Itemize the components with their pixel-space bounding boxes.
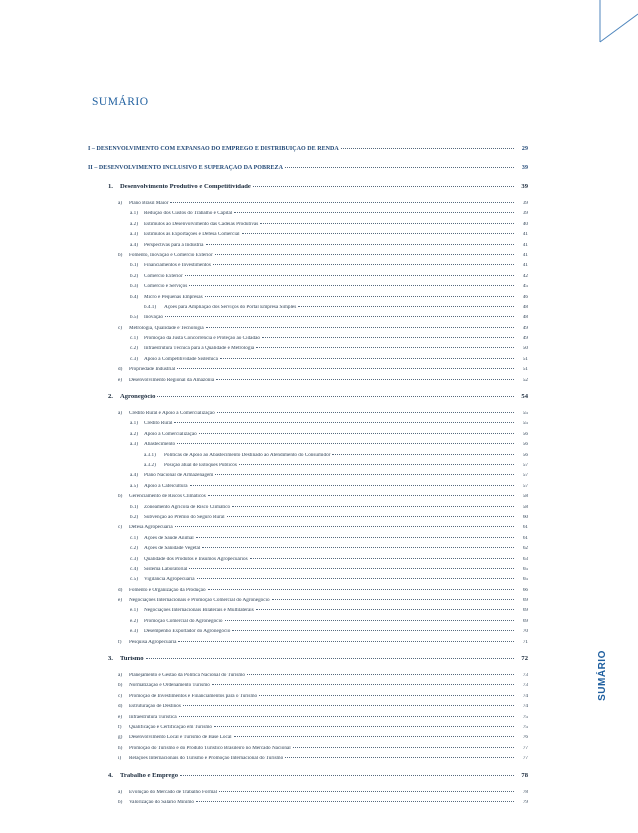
toc-entry-l2[interactable] (88, 619, 528, 629)
toc-entry-page: 63 (522, 556, 528, 562)
toc-entry-chapter[interactable] (88, 394, 528, 407)
toc-entry-l2[interactable] (88, 295, 528, 305)
toc-entry-title: Qualificação e Certificação em Turismo (129, 724, 212, 730)
toc-entry-number: a.1) (130, 421, 138, 427)
dot-leader (234, 736, 514, 737)
toc-entry-l2[interactable] (88, 515, 528, 525)
toc-entry-part[interactable] (88, 146, 528, 159)
toc-entry-number: d) (118, 704, 123, 710)
toc-entry-title: Plano Nacional de Armazenagem (144, 473, 214, 479)
toc-entry-title: Vigilância Agropecuária (144, 577, 195, 583)
toc-entry-title: Infraestrutura Técnica para a Qualidade e Metrologia (144, 346, 255, 352)
toc-entry-title: II – DESENVOLVIMENTO INCLUSIVO E SUPERAÇÃO DA POBREZA (88, 165, 283, 171)
toc-entry-l2[interactable] (88, 546, 528, 556)
toc-entry-l1[interactable] (88, 411, 528, 421)
toc-entry-l3[interactable] (88, 463, 528, 473)
toc-entry-page: 74 (522, 693, 528, 699)
toc-entry-page: 42 (522, 273, 528, 279)
toc-entry-page: 58 (522, 504, 528, 510)
toc-entry-title: Estímulos às Exportações e Defesa Comercial (144, 232, 240, 238)
toc-entry-page: 39 (522, 211, 528, 217)
toc-entry-number: c.3) (130, 356, 138, 362)
toc-entry-number: a.2) (130, 431, 138, 437)
toc-entry-l1[interactable] (88, 725, 528, 735)
dot-leader (213, 264, 514, 265)
toc-entry-page: 65 (522, 566, 528, 572)
toc-entry-page: 52 (522, 377, 528, 383)
dot-leader (250, 558, 514, 559)
toc-entry-l2[interactable] (88, 484, 528, 494)
dot-leader (208, 589, 514, 590)
toc-entry-number: a.5) (130, 483, 138, 489)
dot-leader (185, 275, 514, 276)
toc-entry-page: 57 (522, 462, 528, 468)
toc-entry-number: c.4) (130, 566, 138, 572)
toc-entry-title: Sistema Laboratorial (144, 566, 188, 572)
toc-entry-page: 41 (522, 263, 528, 269)
dot-leader (206, 244, 515, 245)
dot-leader (225, 620, 514, 621)
toc-entry-number: a) (118, 789, 123, 795)
toc-entry-page: 55 (522, 411, 528, 417)
toc-entry-l2[interactable] (88, 222, 528, 232)
dot-leader (196, 801, 514, 802)
toc-entry-number: a.2) (130, 221, 138, 227)
toc-entry-l1[interactable] (88, 367, 528, 377)
toc-entry-page: 62 (522, 546, 528, 552)
dot-leader (227, 516, 514, 517)
toc-entry-l2[interactable] (88, 243, 528, 253)
toc-entry-title: Pesquisa Agropecuária (129, 639, 177, 645)
dot-leader (341, 148, 514, 149)
toc-entry-title: Apoio à Competitividade Sistêmica (144, 356, 218, 362)
toc-entry-title: Financiamentos e Investimentos (144, 263, 211, 269)
toc-entry-number: 1. (108, 184, 113, 190)
toc-entry-chapter[interactable] (88, 656, 528, 669)
toc-entry-title: Promoção Comercial do Agronegócio (144, 618, 223, 624)
dot-leader (256, 609, 514, 610)
toc-entry-page: 41 (522, 252, 528, 258)
toc-entry-title: Ações para Ampliação dos Serviços do Portal Empresa Simples (164, 304, 297, 310)
toc-entry-l1[interactable] (88, 201, 528, 211)
toc-entry-l2[interactable] (88, 421, 528, 431)
toc-entry-title: Micro e Pequenas Empresas (144, 294, 203, 300)
toc-entry-number: a.3) (130, 232, 138, 238)
dot-leader (215, 474, 514, 475)
toc-entry-number: c.3) (130, 556, 138, 562)
toc-entry-title: Normatização e Ordenamento Turismo (129, 683, 210, 689)
toc-entry-title: Inovação (144, 315, 164, 321)
toc-entry-title: Estruturação de Destinos (129, 704, 181, 710)
toc-entry-page: 58 (522, 494, 528, 500)
toc-entry-page: 56 (522, 442, 528, 448)
toc-entry-page: 78 (522, 789, 528, 795)
dot-leader (189, 568, 514, 569)
toc-entry-page: 60 (522, 514, 528, 520)
toc-entry-number: a.3.2) (144, 462, 156, 468)
toc-entry-l2[interactable] (88, 336, 528, 346)
toc-entry-l2[interactable] (88, 536, 528, 546)
toc-entry-l1[interactable] (88, 253, 528, 263)
toc-entry-title: Apoio à Comercialização (144, 431, 197, 437)
dot-leader (247, 674, 514, 675)
toc-entry-l2[interactable] (88, 432, 528, 442)
dot-leader (206, 327, 514, 328)
toc-entry-page: 73 (522, 673, 528, 679)
toc-entry-l2[interactable] (88, 442, 528, 452)
toc-entry-number: b) (118, 252, 123, 258)
toc-entry-number: b) (118, 494, 123, 500)
dot-leader (256, 347, 514, 348)
toc-entry-number: b.4.1) (144, 304, 157, 310)
toc-entry-page: 40 (522, 221, 528, 227)
toc-entry-l2[interactable] (88, 284, 528, 294)
toc-entry-number: e) (118, 714, 123, 720)
toc-entry-page: 61 (522, 535, 528, 541)
toc-entry-l1[interactable] (88, 746, 528, 756)
toc-entry-title: Desenvolvimento Regional da Amazônia (129, 377, 215, 383)
toc-entry-page: 73 (522, 683, 528, 689)
dot-leader (332, 454, 514, 455)
toc-entry-l1[interactable] (88, 735, 528, 745)
dot-leader (190, 485, 514, 486)
toc-entry-number: a.4) (130, 242, 138, 248)
toc-entry-number: c.1) (130, 535, 138, 541)
toc-entry-l1[interactable] (88, 800, 528, 810)
toc-entry-page: 29 (521, 146, 528, 152)
toc-entry-number: a) (118, 673, 123, 679)
toc-entry-page: 76 (522, 735, 528, 741)
toc-entry-number: c) (118, 325, 123, 331)
toc-entry-title: Fomento, Inovação e Comércio Exterior (129, 252, 213, 258)
dot-leader (146, 658, 514, 659)
toc-entry-page: 55 (522, 421, 528, 427)
dot-leader (183, 705, 514, 706)
toc-entry-title: Promoção da Justa Concorrência e Proteção ao Cidadão (144, 336, 260, 342)
dot-leader (199, 433, 514, 434)
toc-entry-page: 46 (522, 294, 528, 300)
dot-leader (205, 296, 514, 297)
dot-leader (285, 757, 514, 758)
dot-leader (215, 254, 514, 255)
toc-entry-title: Infraestrutura Turística (129, 714, 177, 720)
dot-leader (196, 537, 514, 538)
dot-leader (174, 422, 514, 423)
toc-entry-number: a.3.1) (144, 452, 156, 458)
toc-entry-title: Ações de Sanidade Vegetal (144, 546, 201, 552)
toc-entry-l2[interactable] (88, 473, 528, 483)
toc-entry-l2[interactable] (88, 577, 528, 587)
toc-entry-number: e.2) (130, 618, 138, 624)
toc-entry-title: Estímulos ao Desenvolvimento das Cadeias Produtivas (144, 221, 259, 227)
toc-entry-title: Subvenção ao Prêmio do Seguro Rural (144, 514, 225, 520)
toc-entry-title: Crédito Rural (144, 421, 173, 427)
toc-entry-number: a) (118, 201, 123, 206)
toc-entry-title: Defesa Agropecuária (129, 525, 173, 531)
toc-entry-l1[interactable] (88, 598, 528, 608)
toc-entry-number: h) (118, 745, 123, 751)
toc-entry-l1[interactable] (88, 790, 528, 800)
toc-entry-number: b.4) (130, 294, 139, 300)
toc-entry-number: c) (118, 525, 123, 531)
toc-entry-title: Fomento e Organização da Produção (129, 587, 206, 593)
toc-entry-l2[interactable] (88, 263, 528, 273)
dot-leader (175, 526, 514, 527)
toc-entry-page: 39 (522, 201, 528, 206)
toc-entry-l2[interactable] (88, 232, 528, 242)
toc-entry-l2[interactable] (88, 505, 528, 515)
side-tab-label: SUMÁRIO (596, 649, 608, 701)
toc-entry-title: Valorização do Salário Mínimo (129, 799, 194, 805)
toc-entry-page: 39 (521, 165, 528, 171)
toc-entry-title: Turismo (120, 656, 144, 663)
toc-entry-l1[interactable] (88, 378, 528, 388)
dot-leader (262, 337, 514, 338)
toc-entry-title: Abastecimento (144, 442, 176, 448)
toc-entry-chapter[interactable] (88, 184, 528, 197)
toc-entry-title: Gerenciamento de Riscos Climáticos (129, 494, 206, 500)
toc-entry-title: Propriedade Industrial (129, 367, 176, 373)
toc-entry-page: 69 (522, 598, 528, 604)
toc-entry-page: 48 (522, 304, 528, 310)
dot-leader (260, 223, 514, 224)
toc-entry-title: Comércio e Serviços (144, 284, 188, 290)
toc-entry-l1[interactable] (88, 640, 528, 650)
toc-entry-l1[interactable] (88, 715, 528, 725)
toc-entry-number: b.2) (130, 273, 139, 279)
toc-entry-page: 56 (522, 452, 528, 458)
toc-entry-l2[interactable] (88, 629, 528, 639)
toc-entry-page: 54 (521, 394, 528, 401)
toc-entry-l2[interactable] (88, 567, 528, 577)
page-title: SUMÁRIO (92, 96, 149, 108)
dot-leader (298, 306, 514, 307)
toc-entry-page: 66 (522, 587, 528, 593)
toc-entry-l2[interactable] (88, 557, 528, 567)
toc-entry-number: e.3) (130, 629, 138, 635)
dot-leader (214, 726, 514, 727)
toc-entry-number: c.1) (130, 336, 138, 342)
toc-entry-title: Comércio Exterior (144, 273, 183, 279)
toc-entry-title: Ações de Saúde Animal (144, 535, 194, 541)
toc-entry-page: 70 (522, 629, 528, 635)
toc-entry-number: i) (118, 756, 122, 762)
toc-entry-number: c.5) (130, 577, 138, 583)
dot-leader (179, 716, 514, 717)
dot-leader (272, 599, 514, 600)
toc-entry-page: 75 (522, 724, 528, 730)
toc-entry-l1[interactable] (88, 756, 528, 766)
toc-entry-number: a) (118, 411, 123, 417)
dot-leader (180, 775, 514, 776)
toc-entry-page: 49 (522, 336, 528, 342)
toc-entry-l1[interactable] (88, 588, 528, 598)
dot-leader (239, 464, 514, 465)
toc-entry-page: 48 (522, 315, 528, 321)
corner-decoration (0, 0, 638, 80)
toc-entry-title: Trabalho e Emprego (120, 772, 179, 779)
toc-entry-number: b.1) (130, 504, 139, 510)
toc-entry-l2[interactable] (88, 357, 528, 367)
dot-leader (232, 506, 514, 507)
toc-entry-l2[interactable] (88, 608, 528, 618)
toc-entry-number: b) (118, 683, 123, 689)
toc-entry-number: b.3) (130, 284, 139, 290)
toc-entry-title: I – DESENVOLVIMENTO COM EXPANSÃO DO EMPREGO E DISTRIBUIÇÃO DE RENDA (88, 146, 339, 152)
toc-entry-title: Negociações Internacionais Bilaterais e Multilaterais (144, 608, 254, 614)
table-of-contents (88, 146, 528, 810)
toc-entry-l2[interactable] (88, 315, 528, 325)
toc-entry-number: c.2) (130, 346, 138, 352)
dot-leader (253, 186, 514, 187)
toc-entry-title: Desenvolvimento Produtivo e Competitividade (120, 184, 251, 190)
dot-leader (242, 233, 514, 234)
dot-leader (212, 684, 514, 685)
toc-entry-number: 3. (108, 656, 113, 663)
toc-entry-title: Posição atual de Estoques Públicos (164, 462, 237, 468)
toc-entry-l1[interactable] (88, 683, 528, 693)
toc-entry-page: 51 (522, 356, 528, 362)
toc-entry-title: Apoio à Cafeicultura (144, 483, 188, 489)
toc-entry-l2[interactable] (88, 346, 528, 356)
dot-leader (216, 379, 514, 380)
toc-entry-title: Crédito Rural e Apoio à Comercialização (129, 411, 215, 417)
toc-entry-number: e) (118, 377, 123, 383)
toc-entry-title: Redução dos Custos do Trabalho e Capital (144, 211, 233, 217)
toc-entry-l1[interactable] (88, 326, 528, 336)
toc-entry-page: 41 (522, 242, 528, 248)
dot-leader (177, 368, 514, 369)
toc-entry-l3[interactable] (88, 305, 528, 315)
toc-entry-number: f) (118, 639, 122, 645)
toc-entry-number: g) (118, 735, 123, 741)
toc-entry-page: 57 (522, 483, 528, 489)
toc-entry-number: d) (118, 367, 123, 373)
dot-leader (293, 747, 514, 748)
toc-entry-l1[interactable] (88, 525, 528, 535)
toc-entry-l1[interactable] (88, 694, 528, 704)
toc-entry-page: 45 (522, 284, 528, 290)
toc-entry-page: 72 (521, 656, 528, 663)
dot-leader (170, 202, 514, 203)
toc-entry-title: Políticas de Apoio ao Abastecimento Destinado ao Atendimento do Consumidor (164, 452, 331, 458)
dot-leader (219, 791, 514, 792)
toc-entry-page: 69 (522, 608, 528, 614)
dot-leader (285, 167, 514, 168)
toc-entry-title: Agronegócio (120, 394, 156, 401)
toc-entry-title: Promoção do Turismo e do Produto Turístico Brasileiro no Mercado Nacional (129, 745, 291, 751)
dot-leader (232, 630, 514, 631)
toc-entry-number: b.5) (130, 315, 139, 321)
toc-entry-title: Planejamento e Gestão da Política Nacional do Turismo (129, 673, 245, 679)
toc-entry-number: e) (118, 598, 123, 604)
toc-entry-page: 77 (522, 745, 528, 751)
toc-entry-number: a.1) (130, 211, 138, 217)
toc-entry-title: Metrologia, Qualidade e Tecnologia (129, 325, 204, 331)
toc-entry-title: Desempenho Exportador do Agronegócio (144, 629, 231, 635)
dot-leader (208, 495, 514, 496)
toc-entry-number: 2. (108, 394, 113, 401)
toc-entry-title: Desenvolvimento Local e Turismo de Base Local (129, 735, 232, 741)
toc-entry-number: a.4) (130, 473, 138, 479)
toc-entry-number: b.1) (130, 263, 139, 269)
toc-entry-number: a.3) (130, 442, 138, 448)
dot-leader (189, 285, 514, 286)
toc-entry-l1[interactable] (88, 704, 528, 714)
dot-leader (165, 316, 514, 317)
toc-entry-page: 69 (522, 618, 528, 624)
toc-entry-page: 78 (521, 772, 528, 779)
side-tab (594, 640, 610, 710)
dot-leader (178, 641, 514, 642)
toc-entry-page: 50 (522, 346, 528, 352)
toc-entry-title: Promoção de Investimentos e Financiamentos para o Turismo (129, 693, 258, 699)
toc-entry-chapter[interactable] (88, 773, 528, 786)
toc-entry-page: 79 (522, 799, 528, 805)
toc-entry-title: Plano Brasil Maior (129, 201, 169, 206)
toc-entry-page: 41 (522, 232, 528, 238)
dot-leader (202, 547, 514, 548)
toc-entry-title: Relações Internacionais do Turismo e Promoção Internacional do Turismo (129, 756, 284, 762)
dot-leader (157, 396, 514, 397)
toc-entry-title: Negociações Internacionais e Promoção Comercial do Agronegócio (129, 598, 270, 604)
toc-entry-page: 74 (522, 704, 528, 710)
dot-leader (220, 358, 514, 359)
toc-entry-page: 49 (522, 325, 528, 331)
toc-entry-title: Perspectivas para a Indústria (144, 242, 204, 248)
toc-entry-page: 77 (522, 756, 528, 762)
toc-entry-number: c) (118, 693, 123, 699)
toc-entry-page: 56 (522, 431, 528, 437)
dot-leader (197, 578, 514, 579)
toc-entry-title: Qualidade dos Produtos e Insumos Agropecuários (144, 556, 248, 562)
dot-leader (217, 412, 514, 413)
toc-entry-part[interactable] (88, 165, 528, 178)
toc-entry-l1[interactable] (88, 494, 528, 504)
toc-entry-l2[interactable] (88, 274, 528, 284)
toc-entry-page: 57 (522, 473, 528, 479)
dot-leader (259, 695, 514, 696)
toc-entry-l2[interactable] (88, 211, 528, 221)
toc-entry-number: c.2) (130, 546, 138, 552)
toc-entry-page: 51 (522, 367, 528, 373)
toc-entry-l1[interactable] (88, 673, 528, 683)
toc-entry-number: f) (118, 724, 122, 730)
toc-entry-number: 4. (108, 772, 113, 779)
dot-leader (234, 212, 514, 213)
toc-entry-l3[interactable] (88, 453, 528, 463)
toc-entry-number: d) (118, 587, 123, 593)
toc-entry-title: Evolução do Mercado de Trabalho Formal (129, 789, 218, 795)
toc-entry-title: Zoneamento Agrícola de Risco Climático (144, 504, 231, 510)
toc-entry-page: 65 (522, 577, 528, 583)
toc-entry-number: e.1) (130, 608, 138, 614)
toc-entry-number: b) (118, 799, 123, 805)
toc-entry-page: 61 (522, 525, 528, 531)
toc-entry-number: b.2) (130, 514, 139, 520)
toc-entry-page: 39 (521, 184, 528, 190)
dot-leader (177, 443, 514, 444)
toc-entry-page: 75 (522, 714, 528, 720)
toc-entry-page: 71 (522, 639, 528, 645)
